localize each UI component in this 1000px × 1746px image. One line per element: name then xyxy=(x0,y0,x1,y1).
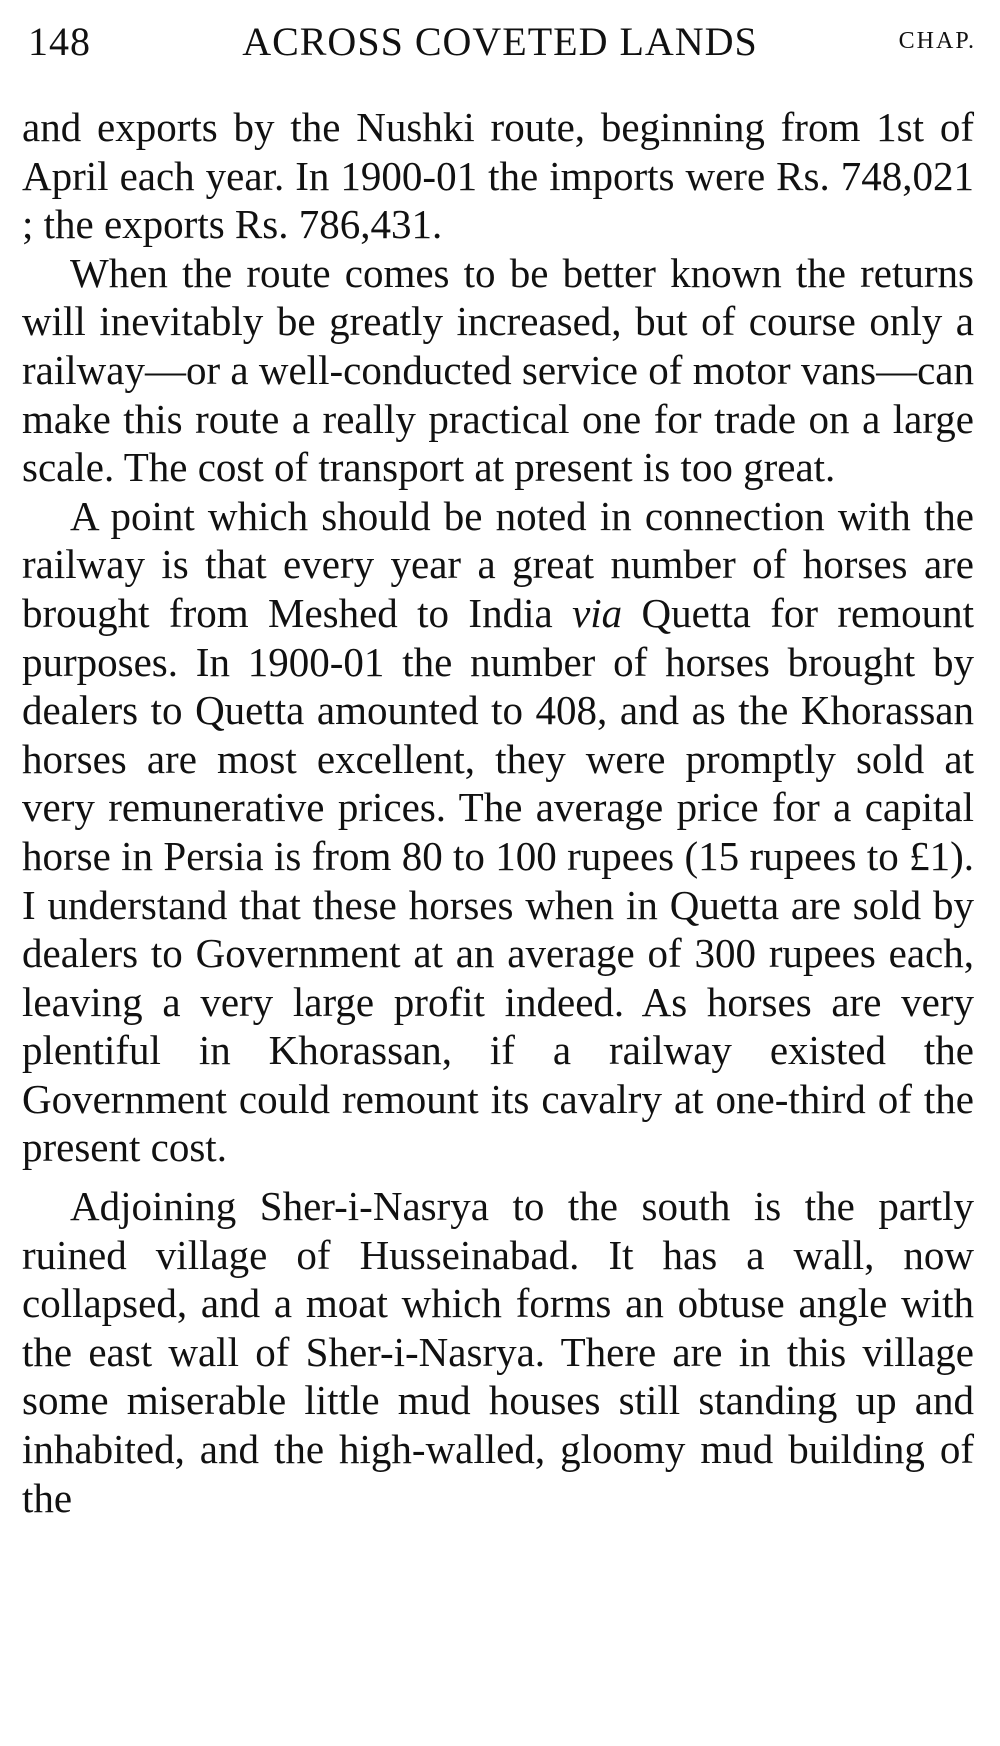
italic-via: via xyxy=(572,589,623,636)
page-number: 148 xyxy=(28,19,91,64)
paragraph-route: When the route comes to be better known the returns will inevitably be greatly increased, but of course only a railway—or a well-conducted service of motor vans—can make this route a really practical one for trade on a large scale. The cost of transport at present is too great. xyxy=(22,249,974,491)
running-head xyxy=(24,18,976,78)
running-title: ACROSS COVETED LANDS xyxy=(242,19,758,64)
paragraph-horses: A point which should be noted in connection with the railway is that every year a great number of horses are brought from Meshed to India via Quetta for remount purposes. In 1900-01 the number of horses brought by dealers to Quetta amounted to 408, and as the Khorassan horses are most excellent, they were promptly sold at very remunerative prices. The average price for a capital horse in Persia is from 80 to 100 rupees (15 rupees to £1). I understand that these horses when in Quetta are sold by dealers to Government at an average of 300 rupees each, leaving a very large profit indeed. As horses are very plentiful in Khorassan, if a railway existed the Government could remount its cavalry at one-third of the present cost. xyxy=(22,492,975,1171)
body-text xyxy=(22,103,974,1522)
paragraph-husseinabad: Adjoining Sher-i-Nasrya to the south is the partly ruined village of Husseinabad. It has a wall, now collapsed, and a moat which forms an obtuse angle with the east wall of Sher-i-Nasrya. There are in this village some miserable little mud houses still standing up and inhabited, and the high-walled, gloomy mud building of the xyxy=(22,1183,974,1521)
chapter-label: CHAP. xyxy=(898,28,976,54)
paragraph-continued: and exports by the Nushki route, beginning from 1st of April each year. In 1900-01 the imports were Rs. 748,021 ; the exports Rs. 786,431. xyxy=(22,104,974,248)
